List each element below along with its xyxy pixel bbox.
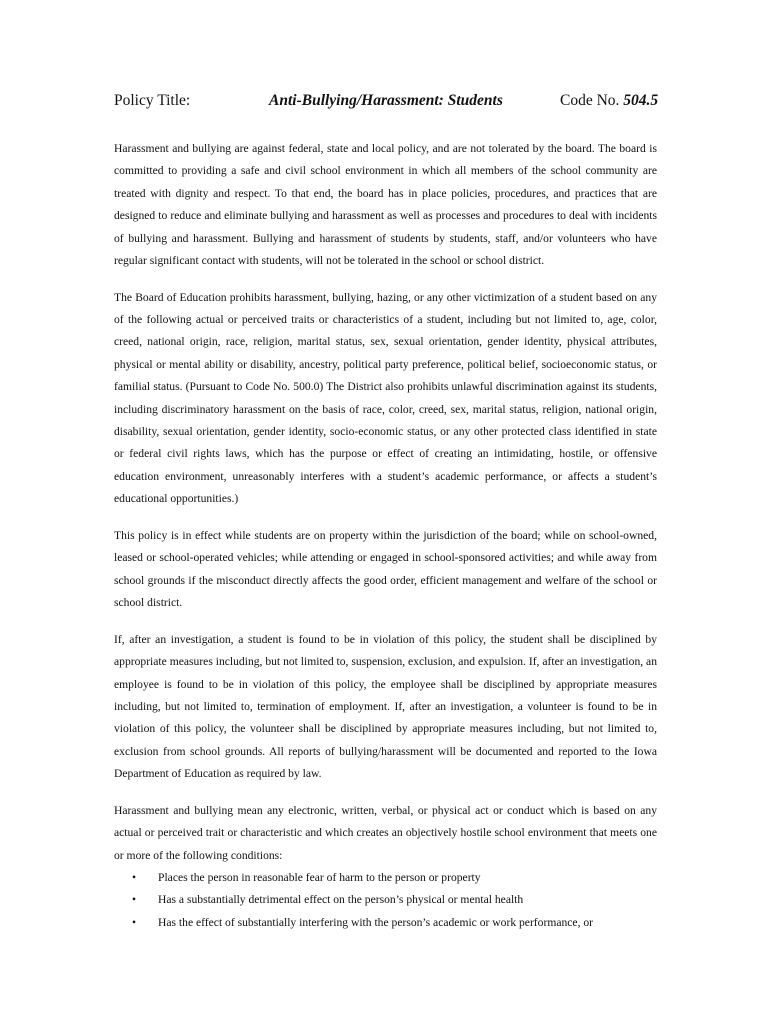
list-item	[114, 912, 657, 934]
list-item-text: Has the effect of substantially interfering with the person’s academic or work performance, or	[158, 915, 594, 929]
policy-title: Anti-Bullying/Harassment: Students	[269, 92, 503, 109]
paragraph: Harassment and bullying mean any electronic, written, verbal, or physical act or conduct which is based on any actual or perceived trait or characteristic and which creates an objectively hostile school environment that meets one or more of the following conditions:	[114, 803, 657, 862]
policy-code	[560, 92, 658, 110]
policy-body	[114, 138, 657, 934]
policy-header	[114, 92, 659, 114]
paragraph: The Board of Education prohibits harassment, bullying, hazing, or any other victimization of a student based on any of the following actual or perceived traits or characteristics of a student, including but not limited to, age, color, creed, national origin, race, religion, marital status, sex, sexual orientation, gender identity, physical attributes, physical or mental ability or disability, ancestry, political party preference, political belief, socioeconomic status, or familial status. (Pursuant to Code No. 500.0) The District also prohibits unlawful discrimination against its students, including discriminatory harassment on the basis of race, color, creed, sex, marital status, religion, national origin, disability, sexual orientation, gender identity, socio-economic status, or any other protected class identified in state or federal civil rights laws, which has the purpose or effect of creating an intimidating, hostile, or offensive education environment, unreasonably interferes with a student’s academic performance, or affects a student’s educational opportunities.)	[114, 290, 657, 506]
paragraph: Harassment and bullying are against federal, state and local policy, and are not tolerated by the board. The board is committed to providing a safe and civil school environment in which all members of the school community are treated with dignity and respect. To that end, the board has in place policies, procedures, and practices that are designed to reduce and eliminate bullying and harassment as well as processes and procedures to deal with incidents of bullying and harassment. Bullying and harassment of students by students, staff, and/or volunteers who have regular significant contact with students, will not be tolerated in the school or school district.	[114, 142, 657, 268]
list-item	[114, 867, 657, 889]
bullet-icon: •	[132, 893, 137, 907]
list-item	[114, 889, 657, 911]
code-number: 504.5	[623, 92, 659, 109]
conditions-list	[114, 867, 657, 934]
list-item-text: Has a substantially detrimental effect on the person’s physical or mental health	[158, 893, 524, 907]
bullet-icon: •	[132, 870, 137, 884]
paragraph: This policy is in effect while students are on property within the jurisdiction of the board; while on school-owned, leased or school-operated vehicles; while attending or engaged in school-sponsored activities; and while away from school grounds if the misconduct directly affects the good order, efficient management and welfare of the school or school district.	[114, 528, 657, 610]
policy-title-label: Policy Title:	[114, 92, 191, 109]
code-label: Code No.	[560, 92, 620, 109]
list-item-text: Places the person in reasonable fear of harm to the person or property	[158, 870, 481, 884]
bullet-icon: •	[132, 915, 137, 929]
paragraph: If, after an investigation, a student is found to be in violation of this policy, the student shall be disciplined by appropriate measures including, but not limited to, suspension, exclusion, and expulsion. If, after an investigation, an employee is found to be in violation of this policy, the employee shall be disciplined by appropriate measures including, but not limited to, termination of employment. If, after an investigation, a volunteer is found to be in violation of this policy, the volunteer shall be disciplined by appropriate measures including, but not limited to, exclusion from school grounds. All reports of bullying/harassment will be documented and reported to the Iowa Department of Education as required by law.	[114, 632, 657, 781]
